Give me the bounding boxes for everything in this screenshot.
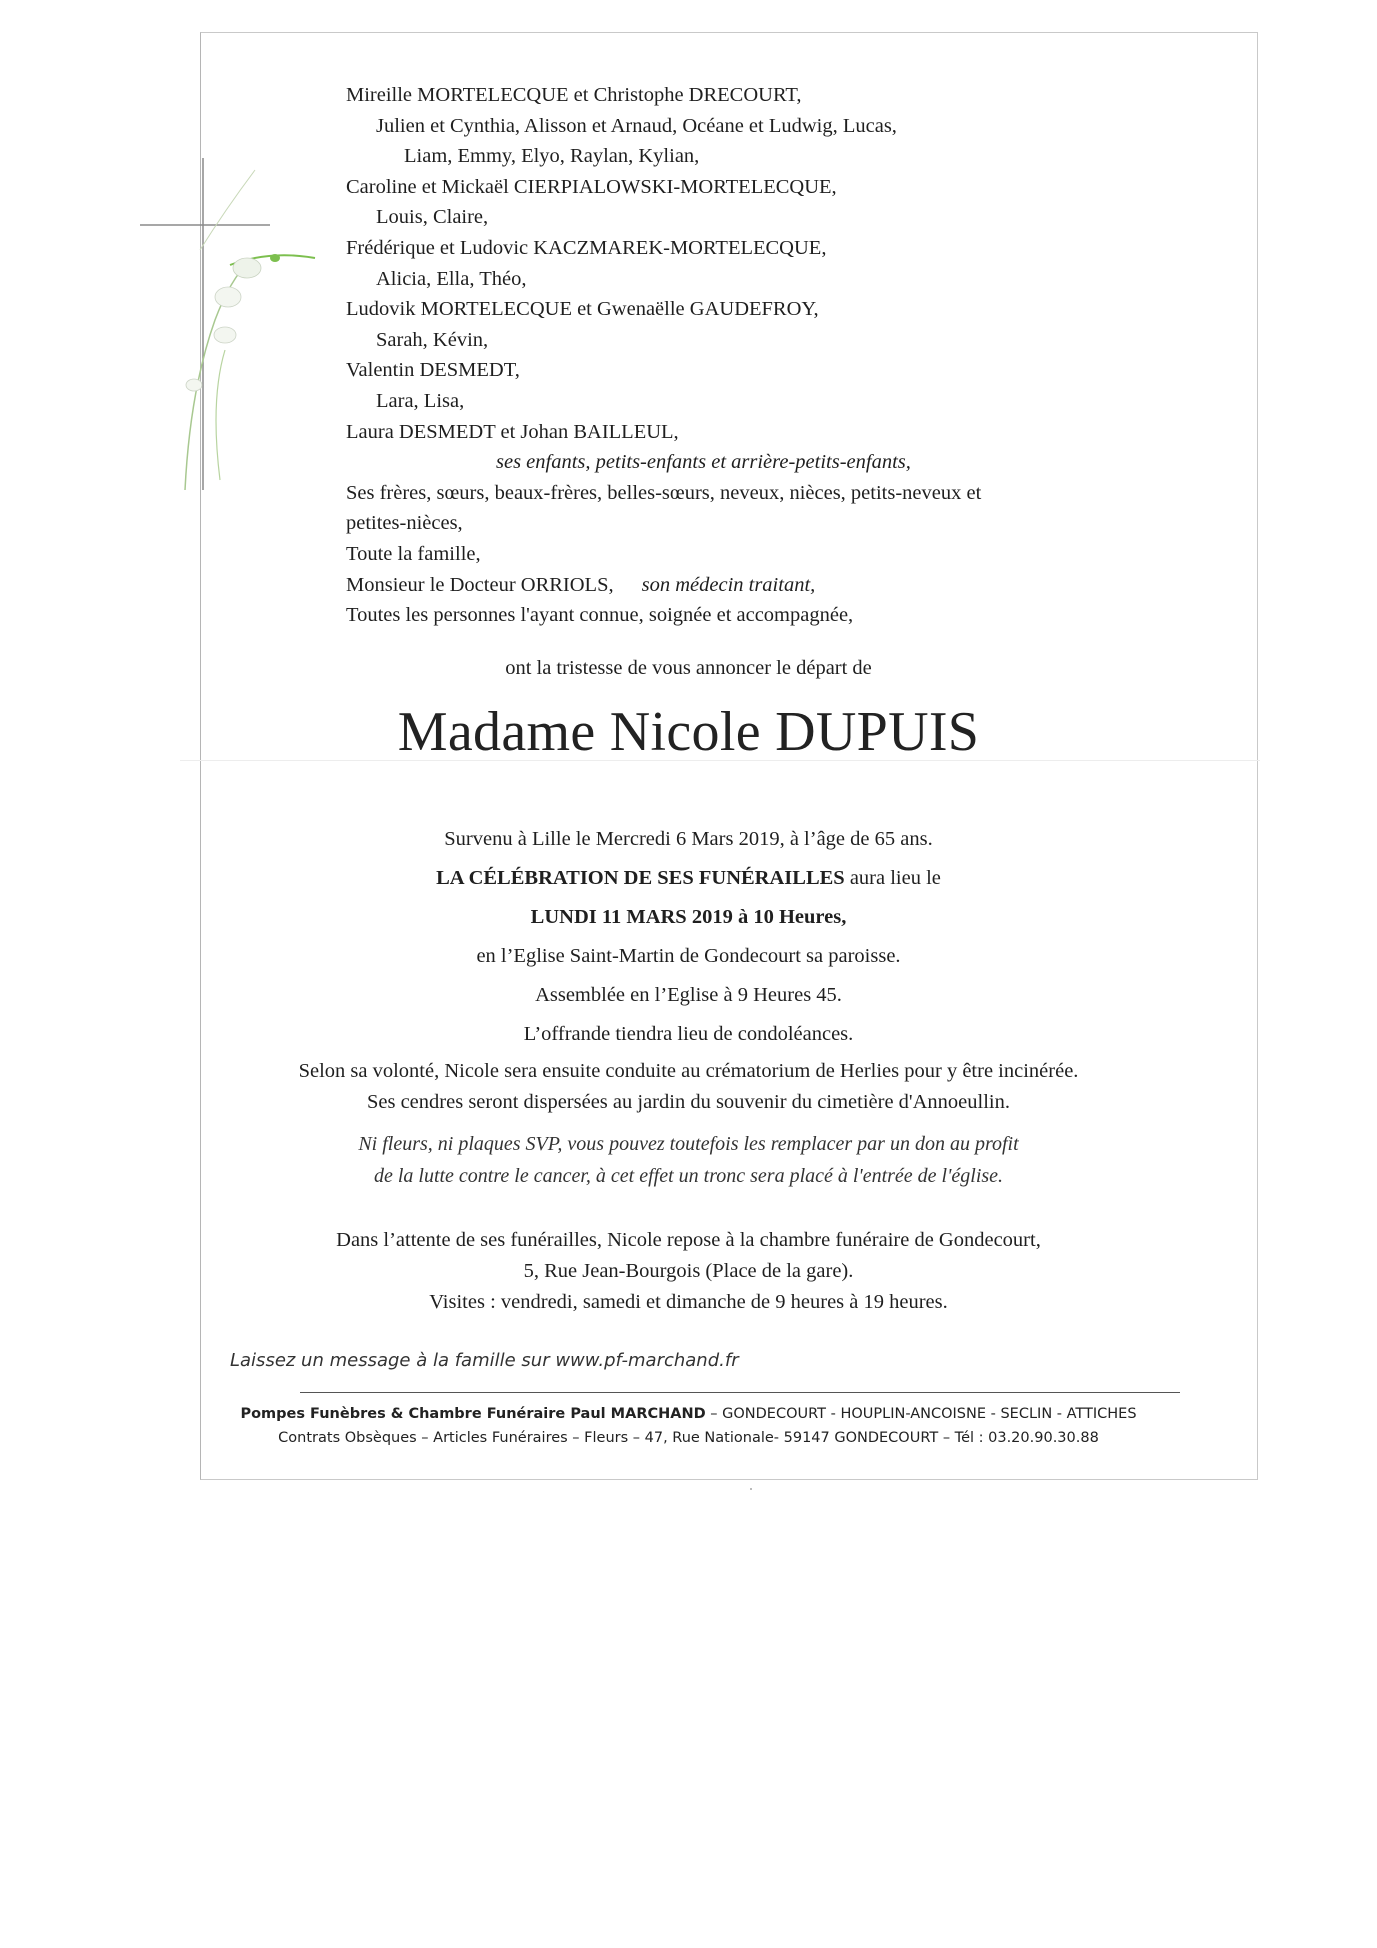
doctor-line — [346, 570, 981, 601]
family-line: Ludovik MORTELECQUE et Gwenaëlle GAUDEFROY, — [346, 298, 819, 321]
family-line: Mireille MORTELECQUE et Christophe DRECOURT, — [346, 84, 802, 106]
family-line: Lara, Lisa, — [376, 389, 465, 412]
whole-family-line: Toute la famille, — [346, 542, 481, 565]
funeral-date: LUNDI 11 MARS 2019 à 10 Heures, — [530, 906, 847, 928]
family-line: Valentin DESMEDT, — [346, 359, 520, 382]
announcement-intro: ont la tristesse de vous annoncer le départ de — [505, 657, 872, 679]
ashes-line: Ses cendres seront dispersées au jardin du souvenir du cimetière d'Annoeullin. — [366, 1091, 1010, 1113]
caregivers-line: Toutes les personnes l'ayant connue, soignée et accompagnée, — [346, 604, 854, 627]
donation-line: de la lutte contre le cancer, à cet effet un tronc sera placé à l'entrée de l'église. — [373, 1165, 1004, 1187]
company-name: Pompes Funèbres & Chambre Funéraire Paul MARCHAND — [240, 1406, 706, 1422]
family-line: Caroline et Mickaël CIERPIALOWSKI-MORTELECQUE, — [346, 175, 837, 198]
cremation-block — [0, 1056, 1377, 1118]
family-line: Louis, Claire, — [376, 206, 489, 229]
deceased-name: Madame Nicole DUPUIS — [397, 701, 980, 763]
repose-line: Dans l’attente de ses funérailles, Nicole repose à la chambre funéraire de Gondecourt, — [336, 1229, 1041, 1251]
family-line: Sarah, Kévin, — [376, 328, 489, 351]
contact-line: Contrats Obsèques – Articles Funéraires – Fleurs – 47, Rue Nationale- 59147 GONDECOURT – Tél : 03.20.90.30.88 — [278, 1430, 1099, 1446]
celebration-line — [0, 859, 1377, 898]
family-line: Alicia, Ella, Théo, — [376, 267, 527, 290]
company-line — [0, 1402, 1377, 1426]
funeral-home-footer — [0, 1402, 1377, 1450]
family-line: Laura DESMEDT et Johan BAILLEUL, — [346, 420, 679, 443]
siblings-line: Ses frères, sœurs, beaux-frères, belles-sœurs, neveux, nièces, petits-neveux et — [346, 481, 982, 504]
celebration-rest: aura lieu le — [844, 867, 941, 889]
visiting-hours: Visites : vendredi, samedi et dimanche de 9 heures à 19 heures. — [429, 1291, 948, 1313]
doctor-role: son médecin traitant, — [641, 573, 816, 596]
offering-line: L’offrande tiendra lieu de condoléances. — [523, 1023, 854, 1045]
church-line: en l’Eglise Saint-Martin de Gondecourt sa paroisse. — [476, 945, 901, 967]
repose-address: 5, Rue Jean-Bourgois (Place de la gare). — [523, 1260, 854, 1282]
family-line: Frédérique et Ludovic KACZMAREK-MORTELECQUE, — [346, 236, 827, 259]
cremation-line: Selon sa volonté, Nicole sera ensuite conduite au crématorium de Herlies pour y être incinérée. — [298, 1060, 1079, 1082]
funeral-details — [0, 820, 1377, 1054]
doctor-name: Monsieur le Docteur ORRIOLS, — [346, 573, 614, 596]
children-role-line: ses enfants, petits-enfants et arrière-petits-enfants, — [496, 451, 911, 474]
scan-speck — [750, 1488, 752, 1490]
family-line: Julien et Cynthia, Alisson et Arnaud, Océane et Ludwig, Lucas, — [376, 114, 897, 137]
family-list — [346, 80, 981, 631]
no-flowers-block — [0, 1128, 1377, 1192]
death-line: Survenu à Lille le Mercredi 6 Mars 2019, à l’âge de 65 ans. — [444, 828, 933, 850]
footer-divider — [300, 1392, 1180, 1393]
company-locations: – GONDECOURT - HOUPLIN-ANCOISNE - SECLIN - ATTICHES — [705, 1406, 1137, 1422]
repose-block — [0, 1225, 1377, 1318]
assembly-line: Assemblée en l’Eglise à 9 Heures 45. — [535, 984, 842, 1006]
cross-lily-decoration-icon — [130, 150, 330, 500]
siblings-line-continued: petites-nièces, — [346, 512, 463, 535]
celebration-heading: LA CÉLÉBRATION DE SES FUNÉRAILLES — [436, 867, 845, 889]
condolence-message-link[interactable]: Laissez un message à la famille sur www.pf-marchand.fr — [230, 1350, 739, 1371]
family-line: Liam, Emmy, Elyo, Raylan, Kylian, — [404, 145, 700, 168]
no-flowers-line: Ni fleurs, ni plaques SVP, vous pouvez toutefois les remplacer par un don au profit — [358, 1133, 1019, 1155]
